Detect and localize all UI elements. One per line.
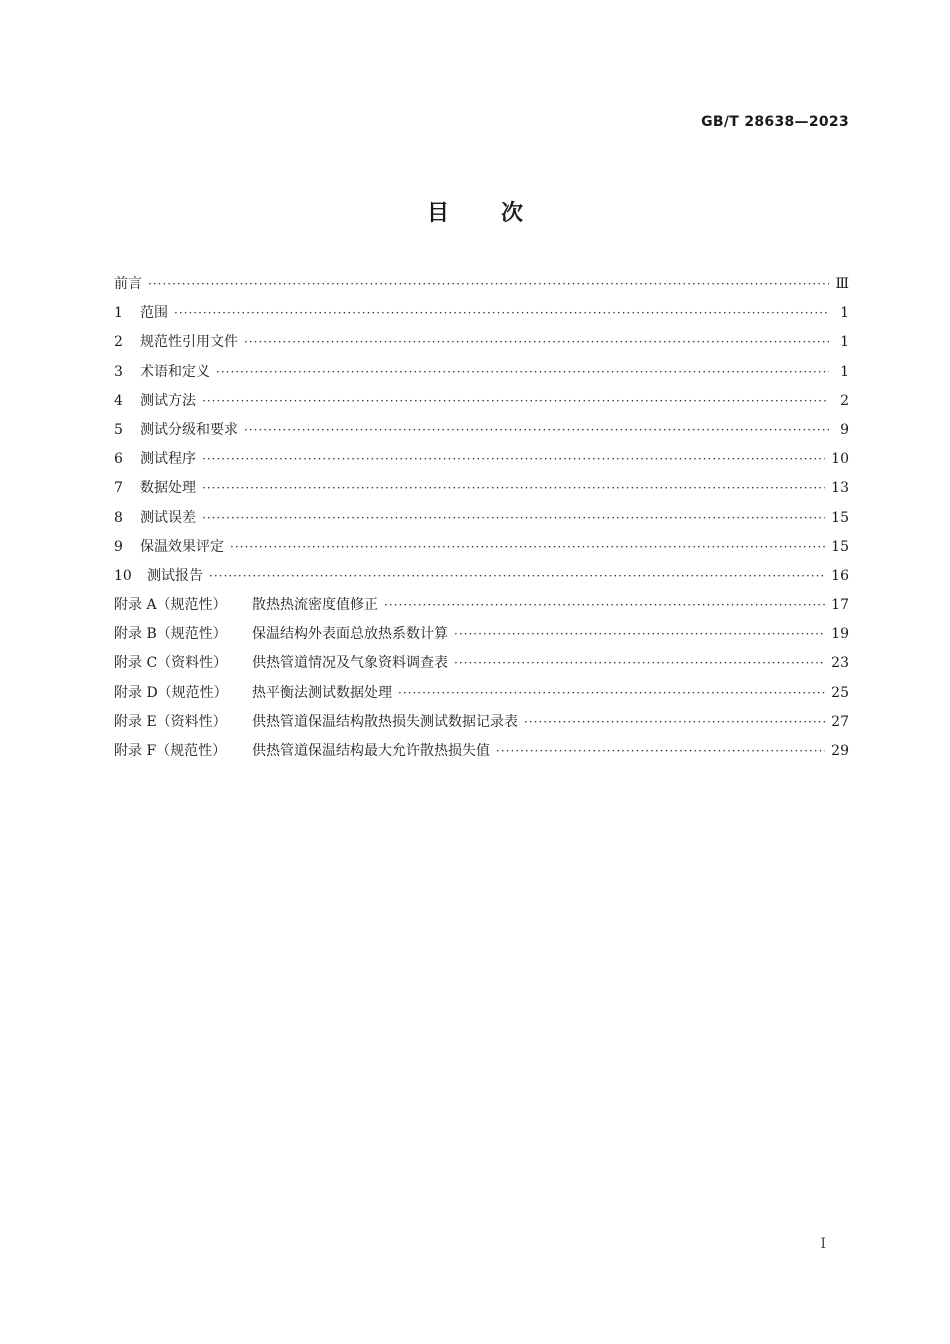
dot-leader [174,303,829,323]
standard-code: GB/T 28638—2023 [701,114,849,130]
toc-entry-foreword[interactable] [114,274,849,303]
toc-entry-number: 8 [114,509,123,526]
toc-entry-3[interactable] [114,362,849,391]
toc-entry-page: 15 [831,509,849,526]
dot-leader [398,683,825,703]
toc-entry-page: 13 [831,480,849,497]
toc-entry-number: 5 [114,421,123,438]
toc-entry-9[interactable] [114,537,849,566]
toc-entry-label: 散热热流密度值修正 [252,597,378,614]
toc-entry-number: 附录 A（规范性） [114,597,227,614]
toc-entry-label: 保温效果评定 [140,538,224,555]
dot-leader [216,362,829,382]
toc-entry-page: 23 [831,655,849,672]
toc-entry-page: 10 [831,451,849,468]
toc-entry-page: 27 [831,713,849,730]
toc-title: 目次 [426,201,575,226]
toc-entry-label: 范围 [140,305,168,322]
dot-leader [244,332,829,352]
toc-entry-page: 15 [831,538,849,555]
toc-entry-label: 术语和定义 [140,363,210,380]
toc-entry-number: 7 [114,480,123,497]
toc-entry-label: 供热管道保温结构最大允许散热损失值 [252,743,490,759]
toc-entry-page: 1 [840,305,849,322]
toc-entry-page: 2 [840,392,849,409]
toc-entry-page: 17 [831,597,849,614]
toc-entry-6[interactable] [114,449,849,478]
dot-leader [230,537,825,557]
toc-entry-page: 1 [840,363,849,380]
toc-entry-page: Ⅲ [835,276,849,292]
toc-entry-7[interactable] [114,478,849,507]
toc-entry-page: 9 [840,421,849,438]
toc-entry-number: 1 [114,305,123,322]
toc-entry-10[interactable] [114,566,849,595]
toc-entry-page: 1 [840,334,849,351]
dot-leader [454,624,825,644]
toc-entry-1[interactable] [114,303,849,332]
dot-leader [496,741,825,761]
toc-entry-4[interactable] [114,391,849,420]
toc-entry-appendix-a[interactable] [114,595,849,624]
toc-entry-label: 测试程序 [140,451,196,468]
toc-entry-number: 6 [114,451,123,468]
dot-leader [454,653,825,673]
toc-entry-label: 测试误差 [140,509,196,526]
toc-entry-label: 测试报告 [147,567,203,584]
dot-leader [202,478,825,498]
toc-entry-number: 3 [114,363,123,380]
table-of-contents [114,274,849,770]
toc-entry-appendix-d[interactable] [114,683,849,712]
dot-leader [524,712,825,732]
toc-entry-appendix-e[interactable] [114,712,849,741]
toc-entry-number: 9 [114,538,123,555]
toc-entry-number: 附录 E（资料性） [114,713,227,730]
toc-entry-appendix-f[interactable] [114,741,849,770]
toc-entry-label: 测试分级和要求 [140,421,238,438]
toc-entry-number: 10 [114,567,132,584]
dot-leader [202,508,825,528]
dot-leader [209,566,825,586]
dot-leader [202,391,829,411]
toc-entry-page: 25 [831,684,849,701]
toc-entry-5[interactable] [114,420,849,449]
toc-entry-label: 供热管道情况及气象资料调查表 [252,655,448,672]
toc-entry-number: 附录 D（规范性） [114,684,228,701]
toc-entry-number: 附录 F（规范性） [114,743,227,759]
toc-entry-label: 热平衡法测试数据处理 [252,684,392,701]
dot-leader [384,595,825,615]
dot-leader [148,274,829,294]
dot-leader [202,449,825,469]
toc-entry-number: 4 [114,392,123,409]
toc-entry-label: 规范性引用文件 [140,334,238,351]
toc-entry-label: 数据处理 [140,480,196,497]
toc-entry-page: 29 [831,743,849,759]
toc-entry-page: 16 [831,567,849,584]
toc-entry-label: 测试方法 [140,392,196,409]
toc-entry-number: 附录 B（规范性） [114,626,227,643]
toc-entry-2[interactable] [114,332,849,361]
toc-entry-page: 19 [831,626,849,643]
toc-entry-8[interactable] [114,508,849,537]
toc-entry-label: 前言 [114,276,142,292]
page-number: Ⅰ [820,1236,826,1252]
toc-entry-appendix-c[interactable] [114,653,849,682]
toc-entry-appendix-b[interactable] [114,624,849,653]
toc-entry-number: 2 [114,334,123,351]
toc-entry-number: 附录 C（资料性） [114,655,228,672]
toc-entry-label: 供热管道保温结构散热损失测试数据记录表 [252,713,518,730]
dot-leader [244,420,829,440]
toc-entry-label: 保温结构外表面总放热系数计算 [252,626,448,643]
